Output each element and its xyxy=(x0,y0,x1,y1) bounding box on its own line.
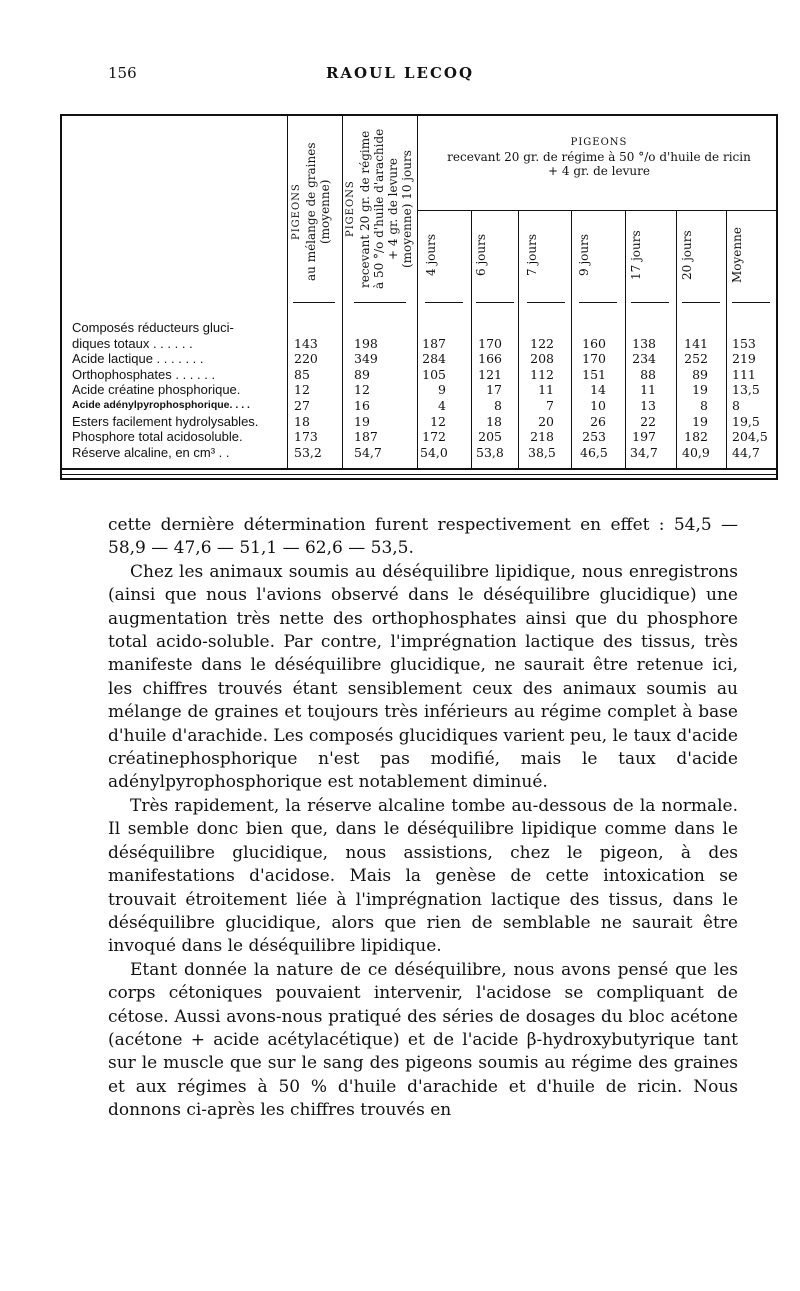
table-cell: 19 xyxy=(354,413,370,429)
table-cell: 173 xyxy=(294,429,318,445)
table-cell: 208 xyxy=(530,351,554,367)
column-header-day: 20 jours xyxy=(680,230,694,280)
data-table xyxy=(60,114,778,480)
table-cell: 19 xyxy=(692,413,708,429)
row-label: Composés réducteurs gluci- xyxy=(72,320,234,335)
paragraph: cette dernière détermination furent respectivement en effet : 54,5 — 58,9 — 47,6 — 51,1 — 62,6 — 53,5. xyxy=(108,515,738,559)
table-cell: 141 xyxy=(684,335,708,351)
table-cell: 12 xyxy=(354,382,370,398)
table-rule xyxy=(732,302,770,303)
table-cell: 34,7 xyxy=(630,444,658,460)
column-header-grains: PIGEONS au mélange de graines (moyenne) xyxy=(291,142,332,282)
running-head: RAOUL LECOQ xyxy=(325,64,475,82)
table-cell: 143 xyxy=(294,335,318,351)
table-cell: 89 xyxy=(354,366,370,382)
table-rule xyxy=(579,302,617,303)
table-cell: 18 xyxy=(294,413,310,429)
table-cell: 14 xyxy=(590,382,606,398)
row-label: Phosphore total acidosoluble. xyxy=(72,429,243,445)
table-cell: 198 xyxy=(354,335,378,351)
table-cell: 11 xyxy=(640,382,656,398)
table-cell: 4 xyxy=(438,397,446,413)
table-cell: 166 xyxy=(478,351,502,367)
table-cell: 205 xyxy=(478,429,502,445)
table-row xyxy=(62,336,780,352)
table-cell: 219 xyxy=(732,351,756,367)
table-cell: 160 xyxy=(582,335,606,351)
table-row xyxy=(62,351,780,367)
table-rule xyxy=(293,302,335,303)
column-header-arachide: PIGEONS recevant 20 gr. de régime à 50 °/o d'huile d'arachide + 4 gr. de levure (moyenne) 10 jours xyxy=(345,128,414,290)
column-header-day: 7 jours xyxy=(525,233,539,277)
table-rule xyxy=(354,302,406,303)
table-cell: 13 xyxy=(640,397,656,413)
table-cell: 7 xyxy=(546,397,554,413)
table-cell: 253 xyxy=(582,429,606,445)
table-cell: 121 xyxy=(478,366,502,382)
table-cell: 38,5 xyxy=(528,444,556,460)
table-cell: 44,7 xyxy=(732,444,760,460)
table-cell: 111 xyxy=(732,366,756,382)
table-rule xyxy=(631,302,669,303)
table-cell: 27 xyxy=(294,397,310,413)
body-text xyxy=(108,514,738,1123)
table-cell: 151 xyxy=(582,366,606,382)
table-cell: 9 xyxy=(438,382,446,398)
row-label: Acide créatine phosphorique. xyxy=(72,382,241,398)
table-cell: 172 xyxy=(422,429,446,445)
table-cell: 11 xyxy=(538,382,554,398)
table-cell: 19 xyxy=(692,382,708,398)
table-row xyxy=(62,429,780,445)
table-cell: 252 xyxy=(684,351,708,367)
table-cell: 54,7 xyxy=(354,444,382,460)
table-cell: 53,8 xyxy=(476,444,504,460)
table-cell: 85 xyxy=(294,366,310,382)
page-number: 156 xyxy=(108,64,137,82)
row-label: Orthophosphates . . . . . . xyxy=(72,366,216,382)
table-cell: 170 xyxy=(478,335,502,351)
table-cell: 153 xyxy=(732,335,756,351)
column-header-day: 4 jours xyxy=(424,233,438,277)
table-cell: 197 xyxy=(632,429,656,445)
table-cell: 187 xyxy=(422,335,446,351)
table-rule xyxy=(62,468,778,470)
table-cell: 105 xyxy=(422,366,446,382)
table-cell: 170 xyxy=(582,351,606,367)
table-row xyxy=(62,398,780,414)
table-cell: 26 xyxy=(590,413,606,429)
table-row xyxy=(62,445,780,461)
table-cell: 220 xyxy=(294,351,318,367)
table-cell: 54,0 xyxy=(420,444,448,460)
paragraph: Très rapidement, la réserve alcaline tombe au-dessous de la normale. Il semble donc bien que, dans le déséquilibre lipidique comme dans le déséquilibre glucidique, nous assistions, chez le pigeon, à des manifestations d'acidose. Mais la genèse de cette intoxication se trouvait étroitement liée à l'imprégnation lactique des tissus, dans le déséquilibre glucidique, alors que rien de semblable ne saurait être invoqué dans le déséquilibre lipidique. xyxy=(108,795,738,957)
table-rule xyxy=(527,302,565,303)
table-cell: 112 xyxy=(530,366,554,382)
table-cell: 10 xyxy=(590,397,606,413)
table-row xyxy=(62,320,780,336)
table-cell: 138 xyxy=(632,335,656,351)
row-label: Esters facilement hydrolysables. xyxy=(72,413,259,429)
table-cell: 8 xyxy=(494,397,502,413)
column-header-day: 6 jours xyxy=(474,233,488,277)
page-header xyxy=(0,64,800,88)
table-cell: 53,2 xyxy=(294,444,322,460)
table-cell: 182 xyxy=(684,429,708,445)
group-header-ricin: PIGEONS recevant 20 gr. de régime à 50 °/o d'huile de ricin + 4 gr. de levure xyxy=(447,137,751,178)
table-cell: 187 xyxy=(354,429,378,445)
table-cell: 40,9 xyxy=(682,444,710,460)
table-rule xyxy=(476,302,514,303)
table-rule xyxy=(417,210,778,211)
column-header-day: 17 jours xyxy=(629,230,643,280)
table-cell: 17 xyxy=(486,382,502,398)
table-cell: 18 xyxy=(486,413,502,429)
row-label: Réserve alcaline, en cm³ . . xyxy=(72,444,230,460)
table-cell: 46,5 xyxy=(580,444,608,460)
table-cell: 12 xyxy=(294,382,310,398)
table-cell: 20 xyxy=(538,413,554,429)
table-cell: 22 xyxy=(640,413,656,429)
table-row xyxy=(62,382,780,398)
table-rule xyxy=(425,302,463,303)
table-cell: 234 xyxy=(632,351,656,367)
table-row xyxy=(62,414,780,430)
table-cell: 19,5 xyxy=(732,413,760,429)
table-cell: 218 xyxy=(530,429,554,445)
table-body xyxy=(62,320,780,460)
table-cell: 284 xyxy=(422,351,446,367)
row-label: Acide adénylpyrophosphorique. . . . xyxy=(72,398,250,411)
table-cell: 204,5 xyxy=(732,429,768,445)
table-cell: 88 xyxy=(640,366,656,382)
table-cell: 13,5 xyxy=(732,382,760,398)
table-cell: 8 xyxy=(732,397,740,413)
table-rule xyxy=(682,302,720,303)
row-label: Acide lactique . . . . . . . xyxy=(72,351,204,367)
table-cell: 349 xyxy=(354,351,378,367)
paragraph: Etant donnée la nature de ce déséquilibre, nous avons pensé que les corps cétoniques pouvaient intervenir, l'acidose se compliquant de cétose. Aussi avons-nous pratiqué des séries de dosages du bloc acétone (acétone + acide acétylacétique) et de l'acide β-hydroxybutyrique tant sur le muscle que sur le sang des pigeons soumis au régime des graines et aux régimes à 50 % d'huile d'arachide et d'huile de ricin. Nous donnons ci-après les chiffres trouvés en xyxy=(108,959,738,1121)
row-label: diques totaux . . . . . . xyxy=(72,335,193,351)
table-row xyxy=(62,367,780,383)
table-cell: 89 xyxy=(692,366,708,382)
table-cell: 122 xyxy=(530,335,554,351)
table-cell: 8 xyxy=(700,397,708,413)
paragraph: Chez les animaux soumis au déséquilibre lipidique, nous enregistrons (ainsi que nous l'avions observé dans le déséquilibre glucidique) une augmentation très nette des orthophosphates ainsi que du phosphore total acido-soluble. Par contre, l'imprégnation lactique des tissus, très manifeste dans le déséquilibre glucidique, ne saurait être retenue ici, les chiffres trouvés étant sensiblement ceux des animaux soumis au mélange de graines et toujours très inférieurs au régime complet à base d'huile d'arachide. Les composés glucidiques varient peu, le taux d'acide créatinephosphorique n'est pas modifié, mais le taux d'acide adénylpyrophosphorique est notablement diminué. xyxy=(108,561,738,793)
table-cell: 16 xyxy=(354,397,370,413)
column-header-day: 9 jours xyxy=(577,233,591,277)
table-cell: 12 xyxy=(430,413,446,429)
column-header-mean: Moyenne xyxy=(730,227,744,283)
